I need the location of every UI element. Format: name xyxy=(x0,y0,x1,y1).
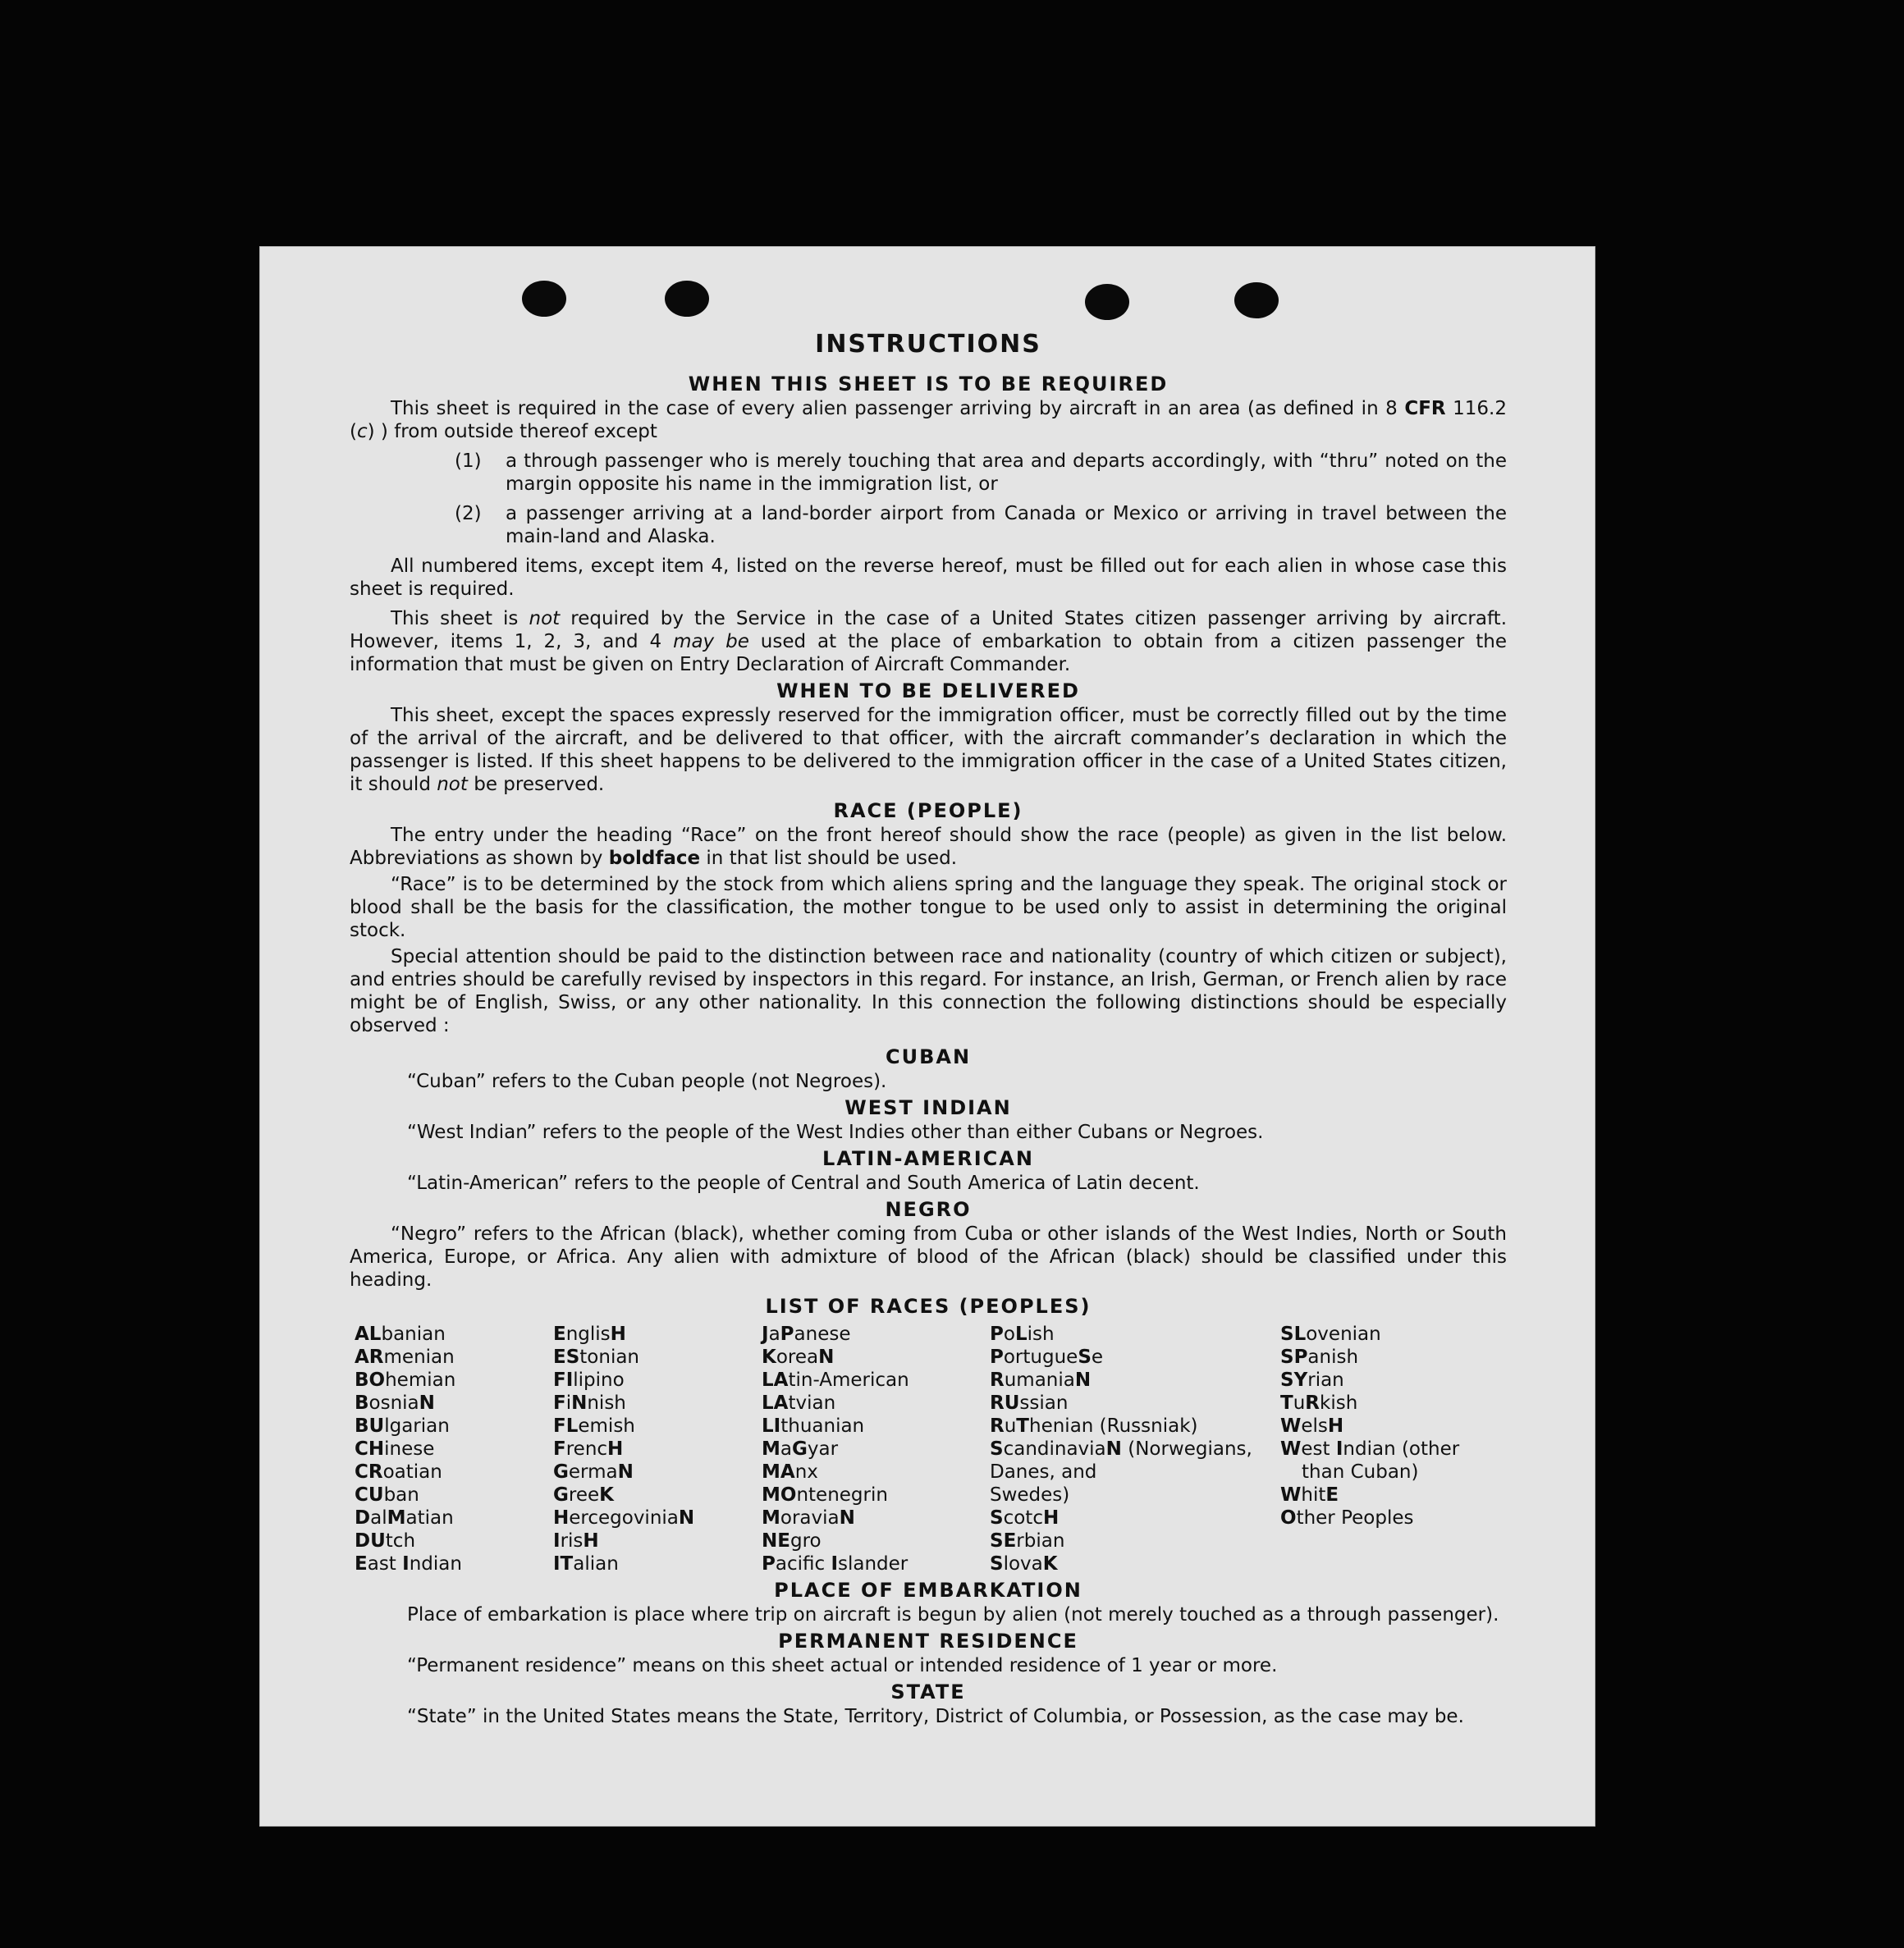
west-indian-text: “West Indian” refers to the people of the West Indies other than either Cubans or Negroes. xyxy=(407,1122,1264,1143)
race-entry: SYrian xyxy=(1280,1370,1344,1391)
race-entry: ITalian xyxy=(553,1553,619,1575)
race-entry: JaPanese xyxy=(762,1324,851,1345)
punch-hole xyxy=(522,281,566,317)
race-entry: GermaN xyxy=(553,1461,634,1483)
race-entry: FLemish xyxy=(553,1415,635,1437)
heading-cuban: CUBAN xyxy=(885,1045,972,1068)
races-column xyxy=(355,1323,553,1575)
heading-delivered: WHEN TO BE DELIVERED xyxy=(776,679,1080,702)
races-column xyxy=(1280,1323,1502,1575)
race-entry: PoLish xyxy=(990,1324,1055,1345)
race-entry: EStonian xyxy=(553,1347,640,1368)
heading-negro: NEGRO xyxy=(885,1198,972,1221)
required-paragraph: This sheet is not required by the Service in the case of a United States citizen passenger arriving by aircraft. However, items 1, 2, 3, and 4 may be used at the place of embarkation to obtain from a citizen passenger the information that must be given on Entry Declaration of Aircraft Commander. xyxy=(350,608,1508,675)
delivered-paragraph: This sheet, except the spaces expressly reserved for the immigration officer, must be correctly filled out by the time of the arrival of the aircraft, and be delivered to that officer, with the aircraft commander’s declaration in which the passenger is listed. If this sheet happens to be delivered to the immigration officer in the case of a United States citizen, it should not be preserved. xyxy=(350,705,1507,795)
race-entry: WelsH xyxy=(1280,1415,1344,1437)
race-entry: RumaniaN xyxy=(990,1370,1092,1391)
heading-embarkation: PLACE OF EMBARKATION xyxy=(774,1579,1082,1602)
race-paragraph: The entry under the heading “Race” on the front hereof should show the race (people) as given in the list below. Abbreviations as shown by boldface in that list should be used. xyxy=(350,825,1507,869)
race-entry: SlovaK xyxy=(990,1553,1058,1575)
race-entry: Swedes) xyxy=(990,1484,1070,1506)
race-entry: DUtch xyxy=(355,1530,416,1552)
races-column xyxy=(553,1323,762,1575)
race-entry: CHinese xyxy=(355,1438,435,1460)
required-paragraph: All numbered items, except item 4, listed on the reverse hereof, must be filled out for each alien in whose case this sheet is required. xyxy=(350,556,1507,600)
exception-item xyxy=(455,502,1507,548)
race-entry: FiNnish xyxy=(553,1392,626,1414)
heading-latin-american: LATIN-AMERICAN xyxy=(822,1147,1034,1170)
race-entry: EnglisH xyxy=(553,1324,626,1345)
exception-text: a through passenger who is merely touching that area and departs accordingly, with “thru” noted on the margin opposite his name in the immigration list, or xyxy=(506,450,1507,495)
race-entry: Danes, and xyxy=(990,1461,1097,1483)
embarkation-text: Place of embarkation is place where trip on aircraft is begun by alien (not merely touched as a through passenger). xyxy=(407,1604,1499,1626)
race-entry: RuThenian (Russniak) xyxy=(990,1415,1198,1437)
race-paragraph: “Race” is to be determined by the stock from which aliens spring and the language they speak. The original stock or blood shall be the basis for the classification, the mother tongue to be used only to assist in determining the original stock. xyxy=(350,874,1507,941)
race-entry: KoreaN xyxy=(762,1347,835,1368)
race-entry: GreeK xyxy=(553,1484,614,1506)
required-intro: This sheet is required in the case of every alien passenger arriving by aircraft in an area (as defined in 8 CFR 116.2 (c) ) from outside thereof except xyxy=(350,398,1508,442)
race-entry: CRoatian xyxy=(355,1461,442,1483)
document-sheet xyxy=(259,246,1595,1827)
race-entry: ScandinaviaN (Norwegians, xyxy=(990,1438,1252,1460)
race-entry: PortugueSe xyxy=(990,1347,1104,1368)
heading-residence: PERMANENT RESIDENCE xyxy=(778,1630,1078,1653)
race-entry: BOhemian xyxy=(355,1370,456,1391)
race-entry: MOntenegrin xyxy=(762,1484,888,1506)
race-entry: East Indian xyxy=(355,1553,462,1575)
race-entry: MAnx xyxy=(762,1461,818,1483)
latin-american-text: “Latin-American” refers to the people of Central and South America of Latin decent. xyxy=(407,1173,1200,1194)
race-entry: Other Peoples xyxy=(1280,1507,1414,1529)
exception-item xyxy=(455,450,1507,496)
race-entry: WhitE xyxy=(1280,1484,1339,1506)
race-entry: than Cuban) xyxy=(1302,1461,1419,1483)
negro-text: “Negro” refers to the African (black), whether coming from Cuba or other islands of the West Indies, North or South America, Europe, or Africa. Any alien with admixture of blood of the African (black) should be classified under this heading. xyxy=(350,1223,1507,1291)
page-title: INSTRUCTIONS xyxy=(815,330,1041,359)
instructions-content xyxy=(350,330,1508,1731)
race-entry: MoraviaN xyxy=(762,1507,855,1529)
race-entry: FIlipino xyxy=(553,1370,625,1391)
state-text: “State” in the United States means the State, Territory, District of Columbia, or Possession, as the case may be. xyxy=(407,1706,1464,1727)
exception-number: (1) xyxy=(455,450,482,472)
heading-race: RACE (PEOPLE) xyxy=(833,799,1023,822)
punch-hole xyxy=(665,281,709,317)
race-entry: BosniaN xyxy=(355,1392,435,1414)
heading-state: STATE xyxy=(890,1680,966,1703)
punch-hole xyxy=(1234,282,1279,318)
races-column xyxy=(990,1323,1280,1575)
race-entry: DalMatian xyxy=(355,1507,454,1529)
heading-required: WHEN THIS SHEET IS TO BE REQUIRED xyxy=(688,373,1169,396)
race-entry: MaGyar xyxy=(762,1438,839,1460)
race-entry: BUlgarian xyxy=(355,1415,450,1437)
race-entry: CUban xyxy=(355,1484,419,1506)
race-entry: LAtin-American xyxy=(762,1370,909,1391)
race-entry: NEgro xyxy=(762,1530,822,1552)
races-list xyxy=(355,1323,1507,1575)
race-entry: LIthuanian xyxy=(762,1415,865,1437)
cuban-text: “Cuban” refers to the Cuban people (not Negroes). xyxy=(407,1071,887,1092)
residence-text: “Permanent residence” means on this sheet actual or intended residence of 1 year or more. xyxy=(407,1655,1278,1676)
race-entry: Pacific Islander xyxy=(762,1553,909,1575)
punch-hole xyxy=(1085,284,1129,320)
race-entry: TuRkish xyxy=(1280,1392,1358,1414)
heading-list-of-races: LIST OF RACES (PEOPLES) xyxy=(765,1295,1092,1318)
race-entry: ALbanian xyxy=(355,1324,446,1345)
race-paragraph: Special attention should be paid to the distinction between race and nationality (country of which citizen or subject), and entries should be carefully revised by inspectors in this regard. For instance, an Irish, German, or French alien by race might be of English, Swiss, or any other nationality. In this connection the following distinctions should be especially observed : xyxy=(350,946,1507,1036)
exception-number: (2) xyxy=(455,503,482,524)
race-entry: HercegoviniaN xyxy=(553,1507,695,1529)
races-column xyxy=(762,1323,990,1575)
race-entry: SErbian xyxy=(990,1530,1065,1552)
race-entry: ARmenian xyxy=(355,1347,455,1368)
race-entry: ScotcH xyxy=(990,1507,1060,1529)
race-entry: LAtvian xyxy=(762,1392,836,1414)
race-entry: RUssian xyxy=(990,1392,1069,1414)
race-entry: West Indian (other xyxy=(1280,1438,1460,1460)
heading-west-indian: WEST INDIAN xyxy=(844,1096,1012,1119)
race-entry: SPanish xyxy=(1280,1347,1359,1368)
exception-text: a passenger arriving at a land-border airport from Canada or Mexico or arriving in travel between the main-land and Alaska. xyxy=(506,503,1507,547)
race-entry: IrisH xyxy=(553,1530,599,1552)
race-entry: SLovenian xyxy=(1280,1324,1381,1345)
race-entry: FrencH xyxy=(553,1438,624,1460)
